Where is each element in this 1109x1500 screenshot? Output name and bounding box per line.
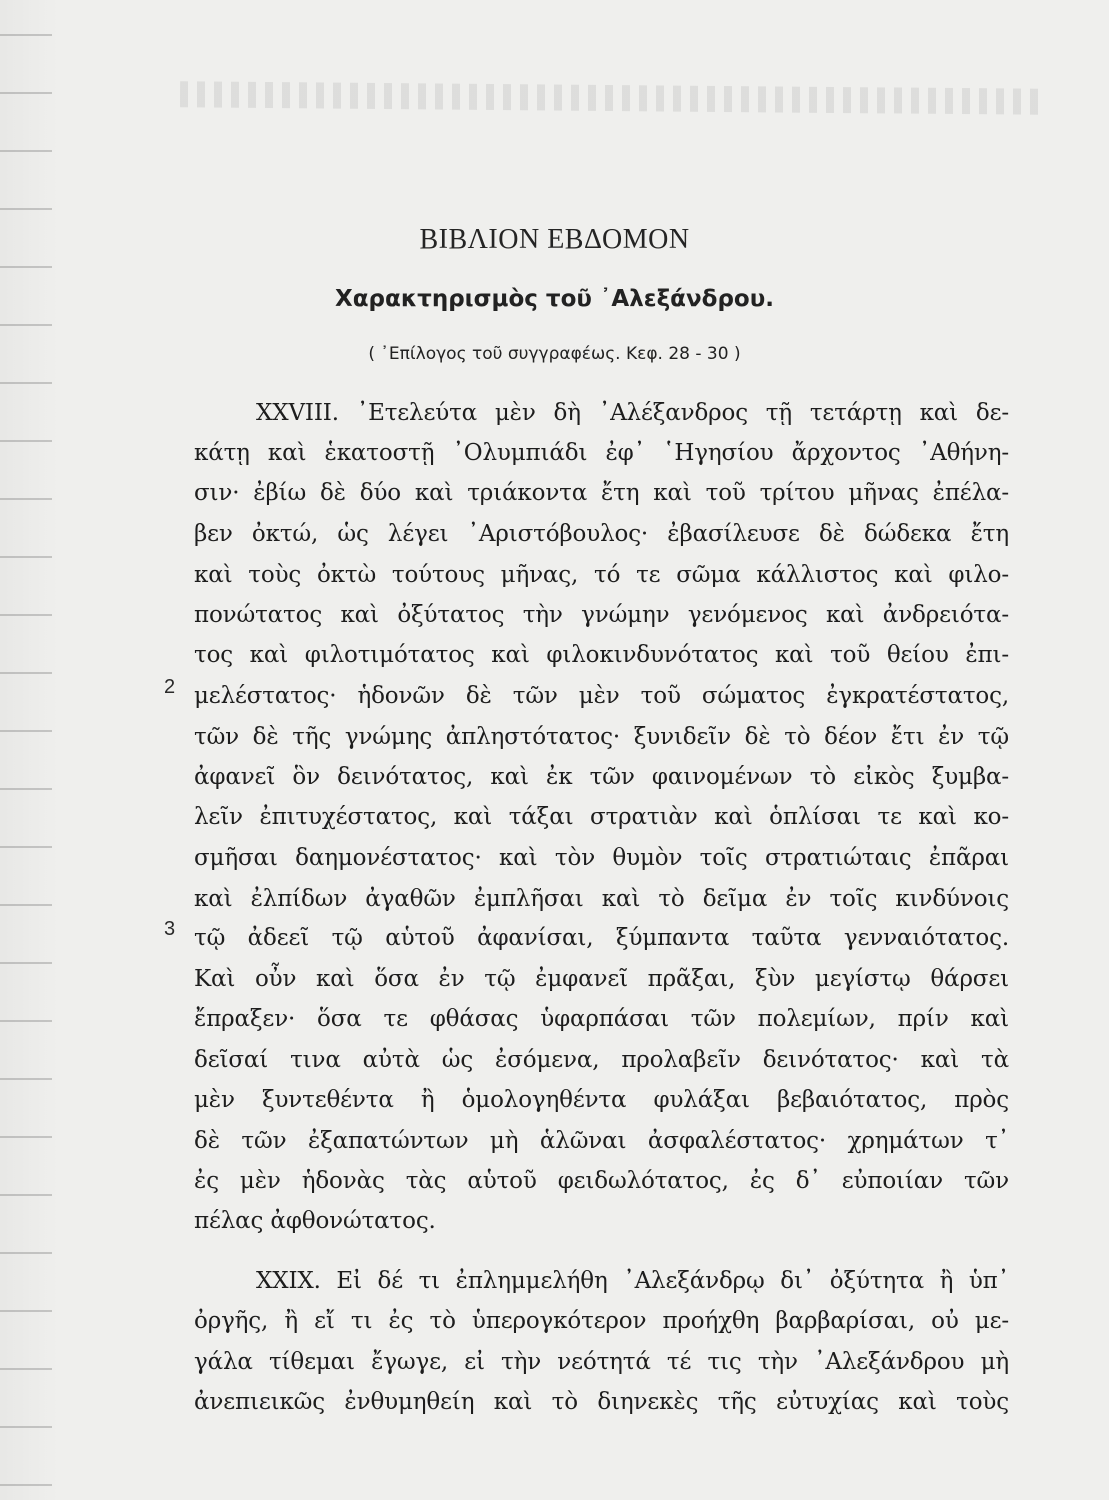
- text-line: ἐς μὲν ἡδονὰς τὰς αὑτοῦ φειδωλότατος, ἐς δ᾿ εὐποιίαν τῶν: [194, 1168, 1009, 1194]
- margin-number: 3: [164, 918, 176, 940]
- text-line: XXVIII. ᾿Ετελεύτα μὲν δὴ ᾿Αλέξανδρος τῇ τετάρτῃ καὶ δε-: [256, 400, 1009, 426]
- text-line: καὶ τοὺς ὀκτὼ τούτους μῆνας, τό τε σῶμα κάλλιστος καὶ φιλο-: [194, 562, 1009, 588]
- text-line: πονώτατος καὶ ὀξύτατος τὴν γνώμην γενόμενος καὶ ἀνδρειότα-: [194, 602, 1009, 628]
- text-line: τος καὶ φιλοτιμότατος καὶ φιλοκινδυνότατος καὶ τοῦ θείου ἐπι-: [194, 642, 1009, 668]
- text-line: λεῖν ἐπιτυχέστατος, καὶ τάξαι στρατιὰν καὶ ὁπλίσαι τε καὶ κο-: [194, 804, 1009, 830]
- text-line: σμῆσαι δαημονέστατος· καὶ τὸν θυμὸν τοῖς στρατιώταις ἐπᾶραι: [194, 845, 1009, 871]
- text-line: καὶ ἐλπίδων ἀγαθῶν ἐμπλῆσαι καὶ τὸ δεῖμα ἐν τοῖς κινδύνοις: [194, 886, 1009, 912]
- text-line: δὲ τῶν ἐξαπατώντων μὴ ἁλῶναι ἀσφαλέστατος· χρημάτων τ᾿: [194, 1128, 1009, 1154]
- text-line: ἔπραξεν· ὅσα τε φθάσας ὑφαρπάσαι τῶν πολεμίων, πρίν καὶ: [194, 1006, 1009, 1032]
- text-line: σιν· ἐβίω δὲ δύο καὶ τριάκοντα ἔτη καὶ τοῦ τρίτου μῆνας ἐπέλα-: [194, 480, 1009, 506]
- margin-number: 2: [164, 676, 176, 698]
- text-line: κάτῃ καὶ ἑκατοστῇ ᾿Ολυμπιάδι ἐφ᾿ ῾Ηγησίου ἄρχοντος ᾿Αθήνη-: [194, 440, 1009, 466]
- text-line: Καὶ οὖν καὶ ὅσα ἐν τῷ ἐμφανεῖ πρᾶξαι, ξὺν μεγίστῳ θάρσει: [194, 966, 1009, 992]
- text-line: XXIX. Εἰ δέ τι ἐπλημμελήθη ᾿Αλεξάνδρῳ δι᾿ ὀξύτητα ἢ ὑπ᾿: [256, 1268, 1009, 1294]
- text-line: ἀνεπιεικῶς ἐνθυμηθείη καὶ τὸ διηνεκὲς τῆς εὐτυχίας καὶ τοὺς: [194, 1389, 1009, 1415]
- text-line: μὲν ξυντεθέντα ἢ ὁμολογηθέντα φυλάξαι βεβαιότατος, πρὸς: [194, 1087, 1009, 1113]
- text-line: γάλα τίθεμαι ἔγωγε, εἰ τὴν νεότητά τέ τις τὴν ᾿Αλεξάνδρου μὴ: [194, 1349, 1009, 1375]
- text-line: ἀφανεῖ ὃν δεινότατος, καὶ ἐκ τῶν φαινομένων τὸ εἰκὸς ξυμβα-: [194, 764, 1009, 790]
- section-heading: Χαρακτηρισμὸς τοῦ ᾿Αλεξάνδρου.: [335, 286, 774, 312]
- bleed-through-text: [180, 81, 1040, 115]
- text-line: τῷ ἀδεεῖ τῷ αὑτοῦ ἀφανίσαι, ξύμπαντα ταῦτα γενναιότατος.: [194, 925, 1009, 951]
- text-line: πέλας ἀφθονώτατος.: [194, 1208, 436, 1234]
- text-line: τῶν δὲ τῆς γνώμης ἀπληστότατος· ξυνιδεῖν δὲ τὸ δέον ἔτι ἐν τῷ: [194, 724, 1009, 750]
- text-line: ὀργῆς, ἢ εἴ τι ἐς τὸ ὑπερογκότερον προήχθη βαρβαρίσαι, οὐ με-: [194, 1308, 1009, 1334]
- chapter-subheading: ( ᾿Επίλογος τοῦ συγγραφέως. Κεφ. 28 - 30 ): [368, 344, 741, 364]
- text-line: βεν ὀκτώ, ὡς λέγει ᾿Αριστόβουλος· ἐβασίλευσε δὲ δώδεκα ἔτη: [194, 521, 1009, 547]
- text-line: μελέστατος· ἡδονῶν δὲ τῶν μὲν τοῦ σώματος ἐγκρατέστατος,: [194, 683, 1009, 709]
- book-title: ΒΙΒΛΙΟΝ ΕΒΔΟΜΟΝ: [419, 224, 690, 255]
- text-line: δεῖσαί τινα αὐτὰ ὡς ἐσόμενα, προλαβεῖν δεινότατος· καὶ τὰ: [194, 1047, 1009, 1073]
